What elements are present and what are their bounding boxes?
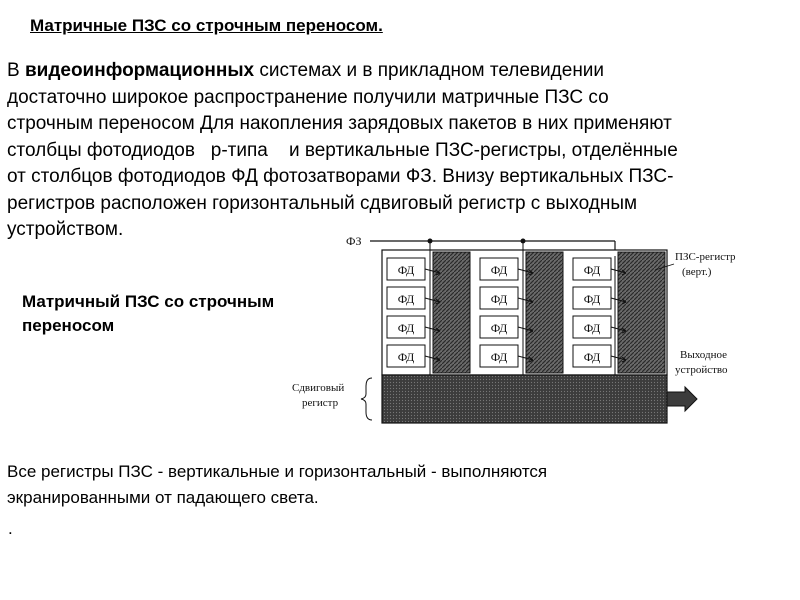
photodiode-cell: ФД bbox=[397, 292, 415, 306]
footer-paragraph bbox=[7, 459, 797, 511]
footer-line: экранированными от падающего света. bbox=[7, 488, 319, 507]
figure-caption bbox=[22, 290, 274, 338]
footer-line: Все регистры ПЗС - вертикальные и горизонтальный - выполняются bbox=[7, 462, 548, 481]
caption-line: переносом bbox=[22, 316, 115, 335]
photodiode-cell: ФД bbox=[583, 292, 601, 306]
photodiode-cell: ФД bbox=[397, 321, 415, 335]
photodiode-cell: ФД bbox=[490, 263, 508, 277]
trailing-dot: . bbox=[8, 519, 13, 538]
intro-line: регистров расположен горизонтальный сдвиговый регистр с выходным bbox=[7, 192, 638, 214]
horizontal-shift-register bbox=[382, 375, 667, 423]
column-group-2 bbox=[523, 241, 563, 375]
ccd-interline-diagram bbox=[290, 228, 736, 433]
vertical-register bbox=[618, 252, 665, 373]
intro-line: устройством. bbox=[7, 219, 124, 240]
fz-label: ФЗ bbox=[346, 234, 362, 248]
intro-line: В видеоинформационных системах и в прикладном телевидении bbox=[7, 60, 605, 81]
photodiode-cell: ФД bbox=[583, 263, 601, 277]
photodiode-cell: ФД bbox=[490, 321, 508, 335]
slide-title: Матричные ПЗС со строчным переносом. bbox=[30, 16, 383, 35]
vertical-register bbox=[526, 252, 563, 373]
brace-icon bbox=[361, 378, 372, 420]
intro-line: строчным переносом Для накопления зарядовых пакетов в них применяют bbox=[7, 113, 672, 134]
vertical-register bbox=[433, 252, 470, 373]
intro-line: от столбцов фотодиодов ФД фотозатворами ФЗ. Внизу вертикальных ПЗС- bbox=[7, 166, 674, 187]
photodiode-cell: ФД bbox=[583, 321, 601, 335]
caption-line: Матричный ПЗС со строчным bbox=[22, 292, 275, 311]
photodiode-cell: ФД bbox=[490, 350, 508, 364]
output-device-label: устройство bbox=[675, 364, 728, 376]
intro-paragraph bbox=[7, 58, 797, 244]
column-group-1 bbox=[430, 241, 470, 375]
output-arrow-icon bbox=[667, 387, 697, 411]
shift-register-label: регистр bbox=[302, 397, 339, 409]
intro-line: столбцы фотодиодов р-типа и вертикальные ПЗС-регистры, отделённые bbox=[7, 139, 678, 161]
photodiode-cell: ФД bbox=[397, 350, 415, 364]
vertical-register-label: (верт.) bbox=[682, 266, 712, 278]
shift-register-label: Сдвиговый bbox=[292, 382, 345, 394]
output-device-label: Выходное bbox=[680, 349, 727, 361]
photodiode-cell: ФД bbox=[583, 350, 601, 364]
photodiode-cell: ФД bbox=[490, 292, 508, 306]
photodiode-cell: ФД bbox=[397, 263, 415, 277]
intro-line: достаточно широкое распространение получили матричные ПЗС со bbox=[7, 86, 609, 108]
vertical-register-label: ПЗС-регистр bbox=[675, 251, 736, 263]
